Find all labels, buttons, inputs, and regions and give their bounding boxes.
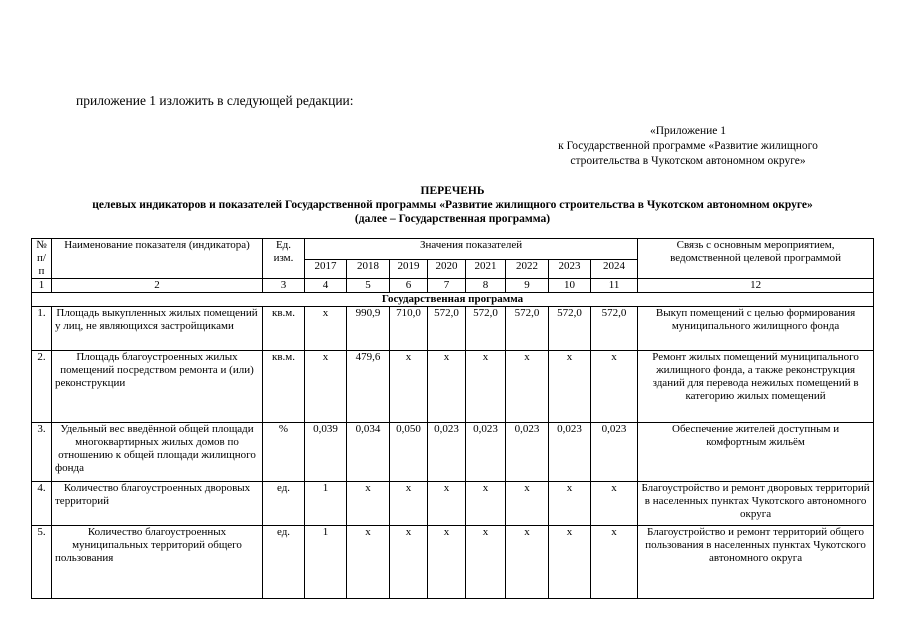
year-cell: 2021 bbox=[466, 259, 506, 278]
table-row bbox=[32, 351, 874, 423]
value-cell: х bbox=[549, 482, 591, 526]
column-number: 1 bbox=[32, 279, 52, 293]
value-cell: х bbox=[591, 482, 638, 526]
row-number: 3. bbox=[32, 423, 52, 482]
indicators-table bbox=[31, 238, 874, 599]
indicator-name: Площадь благоустроенных жилых помещений посредством ремонта и (или) реконструкции bbox=[52, 351, 263, 423]
value-cell: х bbox=[506, 351, 549, 423]
indicator-name: Количество благоустроенных дворовых территорий bbox=[52, 482, 263, 526]
indicator-name: Площадь выкупленных жилых помещений у лиц, не являющихся застройщиками bbox=[52, 307, 263, 351]
value-cell: 1 bbox=[305, 482, 347, 526]
value-cell: 479,6 bbox=[347, 351, 390, 423]
value-cell: 0,023 bbox=[549, 423, 591, 482]
value-cell: х bbox=[591, 351, 638, 423]
column-numbers-row bbox=[32, 279, 874, 293]
value-cell: 710,0 bbox=[390, 307, 428, 351]
value-cell: х bbox=[549, 351, 591, 423]
indicator-unit: кв.м. bbox=[263, 351, 305, 423]
value-cell: х bbox=[390, 351, 428, 423]
indicator-name: Удельный вес введённой общей площади многоквартирных жилых домов по отношению к общей площади жилищного фонда bbox=[52, 423, 263, 482]
year-cell: 2023 bbox=[549, 259, 591, 278]
value-cell: х bbox=[591, 526, 638, 599]
header-relation: Связь с основным мероприятием, ведомственной целевой программой bbox=[638, 239, 874, 279]
value-cell: х bbox=[466, 351, 506, 423]
value-cell: 572,0 bbox=[549, 307, 591, 351]
value-cell: х bbox=[466, 526, 506, 599]
column-number: 4 bbox=[305, 279, 347, 293]
value-cell: 0,023 bbox=[428, 423, 466, 482]
indicator-unit: ед. bbox=[263, 526, 305, 599]
indicator-unit: ед. bbox=[263, 482, 305, 526]
value-cell: 0,034 bbox=[347, 423, 390, 482]
value-cell: х bbox=[347, 526, 390, 599]
year-cell: 2017 bbox=[305, 259, 347, 278]
indicator-relation: Ремонт жилых помещений муниципального жилищного фонда, а также реконструкция зданий для перевода нежилых помещений в категорию жилых помещений bbox=[638, 351, 874, 423]
value-cell: х bbox=[390, 482, 428, 526]
indicator-relation: Выкуп помещений с целью формирования муниципального жилищного фонда bbox=[638, 307, 874, 351]
row-number: 2. bbox=[32, 351, 52, 423]
value-cell: х bbox=[506, 482, 549, 526]
value-cell: 0,023 bbox=[591, 423, 638, 482]
value-cell: 572,0 bbox=[506, 307, 549, 351]
heading-note: (далее – Государственная программа) bbox=[354, 213, 551, 225]
indicator-relation: Благоустройство и ремонт территорий общего пользования в населенных пунктах Чукотского автономного округа bbox=[638, 526, 874, 599]
table-row bbox=[32, 307, 874, 351]
value-cell: 0,050 bbox=[390, 423, 428, 482]
table-row bbox=[32, 482, 874, 526]
indicator-relation: Благоустройство и ремонт дворовых территорий в населенных пунктах Чукотского автономного округа bbox=[638, 482, 874, 526]
year-cell: 2024 bbox=[591, 259, 638, 278]
column-number: 11 bbox=[591, 279, 638, 293]
value-cell: х bbox=[347, 482, 390, 526]
value-cell: х bbox=[466, 482, 506, 526]
value-cell: 572,0 bbox=[466, 307, 506, 351]
column-number: 12 bbox=[638, 279, 874, 293]
header-values: Значения показателей bbox=[305, 239, 638, 260]
document-heading bbox=[30, 184, 875, 226]
indicator-name: Количество благоустроенных муниципальных территорий общего пользования bbox=[52, 526, 263, 599]
value-cell: х bbox=[428, 351, 466, 423]
section-title: Государственная программа bbox=[32, 293, 874, 307]
appendix-line-1: «Приложение 1 bbox=[649, 125, 727, 137]
value-cell: х bbox=[305, 307, 347, 351]
header-row bbox=[32, 239, 874, 260]
table-row bbox=[32, 526, 874, 599]
section-row bbox=[32, 293, 874, 307]
heading-title: ПЕРЕЧЕНЬ bbox=[420, 185, 485, 197]
header-unit: Ед. изм. bbox=[263, 239, 305, 279]
appendix-line-3: строительства в Чукотском автономном округе» bbox=[570, 155, 806, 167]
intro-text: приложение 1 изложить в следующей редакции: bbox=[76, 93, 354, 108]
indicator-unit: кв.м. bbox=[263, 307, 305, 351]
year-cell: 2022 bbox=[506, 259, 549, 278]
value-cell: 990,9 bbox=[347, 307, 390, 351]
table-body bbox=[32, 239, 874, 599]
column-number: 10 bbox=[549, 279, 591, 293]
column-number: 9 bbox=[506, 279, 549, 293]
year-cell: 2019 bbox=[390, 259, 428, 278]
column-number: 3 bbox=[263, 279, 305, 293]
year-cell: 2020 bbox=[428, 259, 466, 278]
row-number: 5. bbox=[32, 526, 52, 599]
header-name: Наименование показателя (индикатора) bbox=[52, 239, 263, 279]
table-row bbox=[32, 423, 874, 482]
column-number: 8 bbox=[466, 279, 506, 293]
header-no: № п/п bbox=[32, 239, 52, 279]
value-cell: х bbox=[428, 526, 466, 599]
value-cell: 572,0 bbox=[591, 307, 638, 351]
value-cell: х bbox=[549, 526, 591, 599]
heading-subtitle: целевых индикаторов и показателей Государственной программы «Развитие жилищного строительства в Чукотском автономном округе» bbox=[92, 199, 813, 211]
value-cell: х bbox=[428, 482, 466, 526]
year-cell: 2018 bbox=[347, 259, 390, 278]
value-cell: х bbox=[390, 526, 428, 599]
indicator-relation: Обеспечение жителей доступным и комфортным жильём bbox=[638, 423, 874, 482]
row-number: 4. bbox=[32, 482, 52, 526]
appendix-line-2: к Государственной программе «Развитие жилищного bbox=[558, 140, 818, 152]
appendix-caption bbox=[538, 124, 838, 169]
indicator-unit: % bbox=[263, 423, 305, 482]
value-cell: х bbox=[506, 526, 549, 599]
column-number: 7 bbox=[428, 279, 466, 293]
value-cell: 0,039 bbox=[305, 423, 347, 482]
value-cell: 1 bbox=[305, 526, 347, 599]
value-cell: 572,0 bbox=[428, 307, 466, 351]
row-number: 1. bbox=[32, 307, 52, 351]
column-number: 6 bbox=[390, 279, 428, 293]
value-cell: х bbox=[305, 351, 347, 423]
column-number: 5 bbox=[347, 279, 390, 293]
column-number: 2 bbox=[52, 279, 263, 293]
value-cell: 0,023 bbox=[506, 423, 549, 482]
value-cell: 0,023 bbox=[466, 423, 506, 482]
